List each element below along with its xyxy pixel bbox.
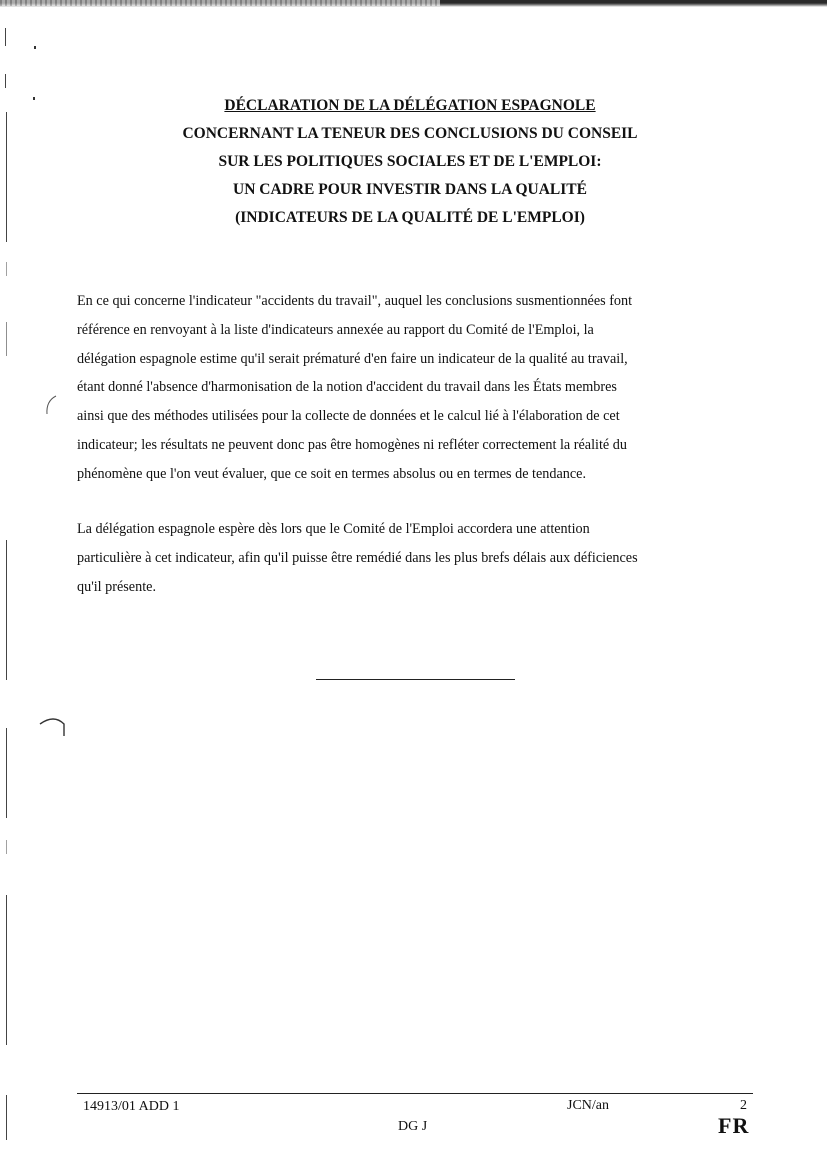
margin-mark	[5, 28, 6, 46]
margin-mark	[6, 322, 7, 356]
body-paragraph	[77, 515, 747, 601]
margin-mark	[6, 540, 7, 680]
language-code: FR	[718, 1113, 750, 1138]
paragraph-line: indicateur; les résultats ne peuvent donc pas être homogènes ni refléter correctement la réalité du	[77, 436, 627, 453]
scan-speckle	[0, 0, 440, 6]
margin-speck	[34, 46, 36, 49]
margin-mark	[5, 74, 6, 88]
margin-mark	[6, 1095, 7, 1140]
paragraph-line: En ce qui concerne l'indicateur "accidents du travail", auquel les conclusions susmentionnées font	[77, 293, 633, 309]
end-separator	[316, 679, 515, 680]
margin-speck	[33, 97, 35, 100]
footer-rule	[77, 1093, 753, 1094]
margin-mark	[6, 895, 7, 1045]
page-number: 2	[740, 1098, 747, 1113]
title-line: SUR LES POLITIQUES SOCIALES ET DE L'EMPLOI:	[218, 153, 602, 170]
title-line: UN CADRE POUR INVESTIR DANS LA QUALITÉ	[233, 181, 587, 198]
paragraph-line: référence en renvoyant à la liste d'indicateurs annexée au rapport du Comité de l'Emploi, la	[77, 321, 594, 338]
document-title	[60, 92, 760, 232]
title-line: DÉCLARATION DE LA DÉLÉGATION ESPAGNOLE	[224, 97, 596, 114]
body-paragraph	[77, 287, 747, 489]
paragraph-line: ainsi que des méthodes utilisées pour la collecte de données et le calcul lié à l'élaboration de cet	[77, 408, 620, 425]
margin-mark	[6, 840, 7, 854]
document-reference: 14913/01 ADD 1	[83, 1099, 180, 1114]
margin-mark	[6, 112, 7, 242]
scan-arc-mark	[38, 716, 68, 738]
paragraph-line: phénomène que l'on veut évaluer, que ce soit en termes absolus ou en termes de tendance.	[77, 465, 587, 482]
paragraph-line: qu'il présente.	[77, 578, 156, 595]
margin-mark	[6, 728, 7, 818]
department-code: DG J	[398, 1119, 428, 1134]
paragraph-line: particulière à cet indicateur, afin qu'il puisse être remédié dans les plus brefs délais aux déficiences	[77, 549, 638, 566]
margin-mark	[6, 262, 7, 276]
paragraph-line: délégation espagnole estime qu'il serait prématuré d'en faire un indicateur de la qualité au travail,	[77, 350, 628, 367]
author-initials: JCN/an	[567, 1098, 609, 1113]
title-line: (INDICATEURS DE LA QUALITÉ DE L'EMPLOI)	[235, 209, 585, 226]
scan-arc-mark	[44, 395, 58, 415]
paragraph-line: étant donné l'absence d'harmonisation de la notion d'accident du travail dans les États membres	[77, 379, 617, 396]
title-line: CONCERNANT LA TENEUR DES CONCLUSIONS DU CONSEIL	[182, 125, 638, 142]
paragraph-line: La délégation espagnole espère dès lors que le Comité de l'Emploi accordera une attention	[77, 521, 590, 537]
